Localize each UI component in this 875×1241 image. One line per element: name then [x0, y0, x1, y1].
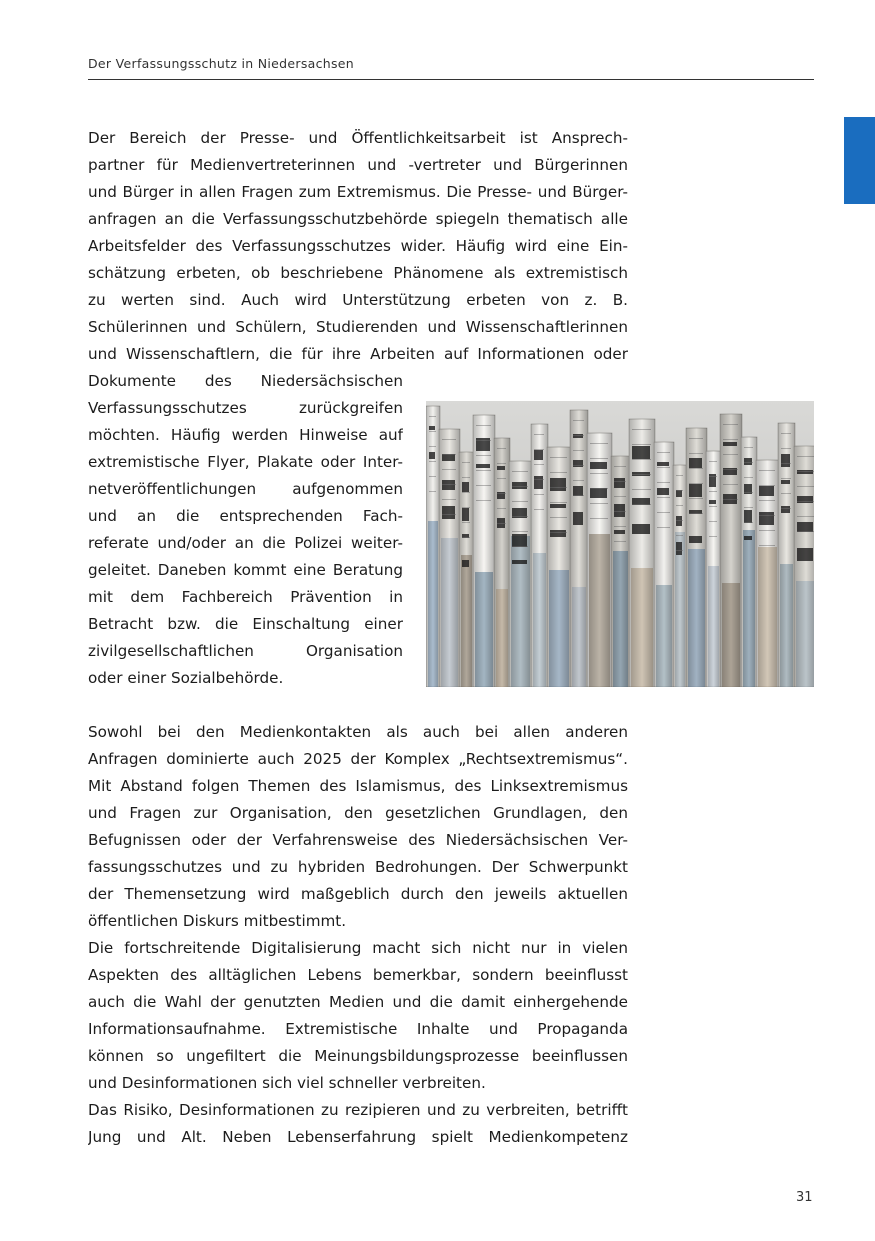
text-line: Mit Abstand folgen Themen des Islamismus, des Linksextremismus: [88, 777, 628, 795]
text-line: Jung und Alt. Neben Lebenserfahrung spielt Medienkompetenz: [88, 1128, 628, 1146]
text-line: und an die entsprechenden Fach-: [88, 507, 403, 525]
newspapers-illustration: [426, 401, 814, 687]
text-line: mit dem Fachbereich Prävention in: [88, 588, 403, 606]
paragraph-press-office-continued: [88, 368, 403, 692]
newspapers-photo: [426, 401, 814, 687]
text-line: Betracht bzw. die Einschaltung einer: [88, 615, 403, 633]
text-line: Befugnissen oder der Verfahrensweise des Niedersächsischen Ver-: [88, 831, 628, 849]
text-line: und Desinformationen sich viel schneller verbreiten.: [88, 1074, 486, 1092]
chapter-tab-marker: [844, 117, 875, 204]
text-line: der Themensetzung wird maßgeblich durch den jeweils aktuellen: [88, 885, 628, 903]
text-line: Dokumente des Niedersächsischen: [88, 372, 403, 390]
text-line: Verfassungsschutzes zurückgreifen: [88, 399, 403, 417]
text-line: öffentlichen Diskurs mitbestimmt.: [88, 912, 347, 930]
text-line: und Wissenschaftlern, die für ihre Arbeiten auf Informationen oder: [88, 345, 628, 363]
paragraph-media-contacts: [88, 719, 628, 935]
paragraph-disinformation-risk: [88, 1097, 628, 1151]
text-line: Informationsaufnahme. Extremistische Inhalte und Propaganda: [88, 1020, 628, 1038]
text-line: Das Risiko, Desinformationen zu rezipieren und zu verbreiten, betrifft: [88, 1101, 628, 1119]
header-divider: [88, 79, 814, 80]
text-line: oder einer Sozialbehörde.: [88, 669, 284, 687]
text-line: auch die Wahl der genutzten Medien und die damit einhergehende: [88, 993, 628, 1011]
text-line: zivilgesellschaftlichen Organisation: [88, 642, 403, 660]
text-line: geleitet. Daneben kommt eine Beratung: [88, 561, 403, 579]
text-line: Anfragen dominierte auch 2025 der Komplex „Rechtsextremismus“.: [88, 750, 628, 768]
text-line: Arbeitsfelder des Verfassungsschutzes wider. Häufig wird eine Ein-: [88, 237, 628, 255]
page-number: 31: [796, 1190, 813, 1205]
paragraph-press-office-intro: [88, 125, 628, 368]
text-line: und Bürger in allen Fragen zum Extremismus. Die Presse- und Bürger-: [88, 183, 628, 201]
text-line: anfragen an die Verfassungsschutzbehörde spiegeln thematisch alle: [88, 210, 628, 228]
text-line: Sowohl bei den Medienkontakten als auch bei allen anderen: [88, 723, 628, 741]
text-line: partner für Medienvertreterinnen und -vertreter und Bürgerinnen: [88, 156, 628, 174]
text-line: zu werten sind. Auch wird Unterstützung erbeten von z. B.: [88, 291, 628, 309]
text-line: und Fragen zur Organisation, den gesetzlichen Grundlagen, den: [88, 804, 628, 822]
text-line: möchten. Häufig werden Hinweise auf: [88, 426, 403, 444]
text-line: schätzung erbeten, ob beschriebene Phänomene als extremistisch: [88, 264, 628, 282]
text-line: können so ungefiltert die Meinungsbildungsprozesse beeinflussen: [88, 1047, 628, 1065]
text-line: Aspekten des alltäglichen Lebens bemerkbar, sondern beeinflusst: [88, 966, 628, 984]
paragraph-digitalization: [88, 935, 628, 1097]
text-line: netveröffentlichungen aufgenommen: [88, 480, 403, 498]
text-line: Die fortschreitende Digitalisierung macht sich nicht nur in vielen: [88, 939, 628, 957]
running-header: Der Verfassungsschutz in Niedersachsen: [88, 56, 355, 71]
text-line: Der Bereich der Presse- und Öffentlichkeitsarbeit ist Ansprech-: [88, 129, 628, 147]
text-line: Schülerinnen und Schülern, Studierenden und Wissenschaftlerinnen: [88, 318, 628, 336]
text-line: referate und/oder an die Polizei weiter-: [88, 534, 403, 552]
text-line: extremistische Flyer, Plakate oder Inter-: [88, 453, 403, 471]
text-line: fassungsschutzes und zu hybriden Bedrohungen. Der Schwerpunkt: [88, 858, 628, 876]
